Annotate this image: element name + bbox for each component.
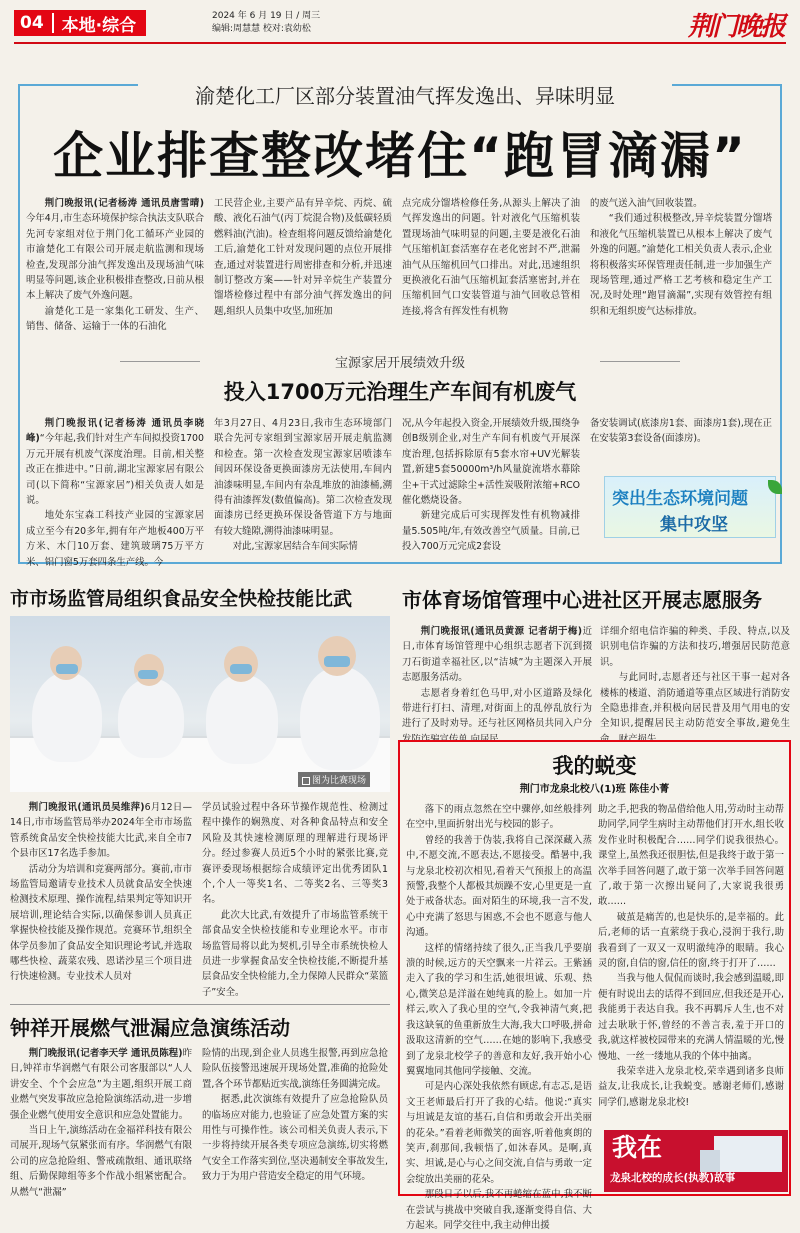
person-figure bbox=[300, 666, 380, 770]
person-figure bbox=[206, 674, 278, 764]
school-building bbox=[700, 1150, 720, 1172]
mask bbox=[56, 664, 78, 674]
school-building bbox=[714, 1136, 782, 1172]
drill-headline: 钟祥开展燃气泄漏应急演练活动 bbox=[10, 1016, 290, 1040]
person-figure bbox=[118, 678, 184, 758]
food-column-2: 学员试验过程中各环节操作规范性、检测过程中操作的娴熟度、对各种食品特点和安全风险及其快速检测原理的理解进行现场评分。经过参赛人员近5个小时的紧张比赛,竞赛评委现场根据综合成绩评定出优秀团队1个,个人一等奖1名、二等奖2名、三等奖3名。 此次大比武,有效提升了市场监管系统干部食品安全快检技能和专业理论水平。市市场监管局将以此为契机,引导全市系统快检人员进一步掌握食品安全快检技能,不断提升基层食品安全快检能力,全力保障人民群众“菜篮子”安全。 bbox=[202, 802, 388, 998]
lead-headline: 企业排查整改堵住“跑冒滴漏” bbox=[53, 127, 747, 185]
series-title: 我在 bbox=[612, 1133, 663, 1162]
divider bbox=[10, 1004, 390, 1005]
frame-top-right bbox=[672, 84, 782, 86]
page-section-label bbox=[14, 10, 146, 36]
mask bbox=[230, 664, 252, 674]
header-rule bbox=[14, 42, 786, 44]
volunteer-byline: 荆门晚报讯(通讯员黄源 记者胡于梅) bbox=[420, 626, 583, 637]
second-column-2: 年3月27日、4月23日,我市生态环境部门联合先河专家组到宝源家居开展走航监测和检查。第一次检查发现宝源家居喷漆车间因环保设备更换面漆房无法使用,车间内油漆味明显,车间内有杂乱堆放的油漆桶,溯得有油漆挥发(数值偏高)。第二次检查发现面漆房已经更换环保设备管道下方与地面有较大缝隙,溯得油漆味明显。 对此,宝源家居结合车间实际情 bbox=[214, 418, 392, 553]
person-head bbox=[50, 646, 82, 680]
lead-column-4: 的废气送入油气回收装置。 “我们通过积极整改,异辛烷装置分馏塔和液化气压缩机装置已从根本上解决了废气外逸的问题。”渝楚化工相关负责人表示,企业将积极落实环保管理责任制,进一步加强生产现场管理,通过严格工艺考核和稳定生产工况,及时处理“跑冒滴漏”,实现有效管控有组织和无组织废气达标排放。 bbox=[590, 198, 772, 317]
second-headline: 投入1700万元治理生产车间有机废气 bbox=[223, 380, 577, 404]
person-figure bbox=[32, 672, 102, 762]
section-name: 本地·综合 bbox=[61, 15, 137, 36]
lead-column-1: 荆门晚报讯(记者杨涛 通讯员唐雪晴)今年4月,市生态环境保护综合执法支队联合先河专家组对位于荆门化工循环产业园的市渝楚化工有限公司开展走航监测和现场检查,发现部分油气挥发逸出及现场油气味明显等问题,该企业积极排查整改,日前从根本上解决了废气外逸问题。 渝楚化工是一家集化工研发、生产、销售、储备、运输于一体的石油化 bbox=[26, 198, 204, 333]
frame-top-left bbox=[18, 84, 138, 86]
mask bbox=[138, 670, 158, 679]
second-column-1: 荆门晚报讯(记者杨涛 通讯员李晓峰)“今年起,我们针对生产车间拟投资1700万元开展有机废气深度治理。目前,相关整改正在推进中。”日前,湖北宝源家居有限公司(以下简称“宝源家居”)相关负责人如是说。 地处东宝森工科技产业园的宝源家居成立至今有20多年,拥有年产地板400万平方米、木门10万套、建筑玻璃75万平方米、铝门窗5万套四条生产线。今 bbox=[26, 418, 204, 568]
issue-date: 2024 年 6 月 19 日 / 周三 bbox=[212, 11, 321, 21]
contest-photo bbox=[10, 616, 390, 792]
series-subtitle: 龙泉北校的成长(执教)故事 bbox=[610, 1172, 736, 1184]
camera-icon bbox=[302, 777, 310, 785]
date-editor-info bbox=[212, 10, 320, 36]
divider bbox=[120, 361, 200, 362]
mask bbox=[324, 656, 350, 667]
lead-byline: 荆门晚报讯(记者杨涛 通讯员唐雪晴) bbox=[44, 198, 204, 209]
second-kicker: 宝源家居开展绩效升级 bbox=[334, 356, 465, 371]
lead-kicker: 渝楚化工厂区部分装置油气挥发逸出、异味明显 bbox=[195, 84, 615, 108]
drill-column-1: 荆门晚报讯(记者李天学 通讯员陈程)昨日,钟祥市华润燃气有限公司客服部以“人人讲安全、个个会应急”为主题,组织开展工商业燃气突发事故应急抢险演练活动,进一步增强企业燃气使用安全意识和应急处置能力。 当日上午,演练活动在金福祥科技有限公司展开,现场气氛紧张而有序。华润燃气有限公司的应急抢险组、警戒疏散组、通讯联络组、后勤保障组等多个作战小组紧密配合。从燃气“泄漏” bbox=[10, 1048, 192, 1198]
badge-line-2: 集中攻坚 bbox=[660, 515, 728, 535]
drill-byline: 荆门晚报讯(记者李天学 通讯员陈程) bbox=[28, 1048, 183, 1059]
food-byline: 荆门晚报讯(通讯员吴维萍) bbox=[28, 802, 145, 813]
divider bbox=[600, 361, 680, 362]
food-column-1: 荆门晚报讯(通讯员吴维萍)6月12日—14日,市市场监管局举办2024年全市市场监管系统食品安全快检技能大比武,来自全市7个县市区17名选手参加。 活动分为培训和竞赛两部分。赛前,市市场监管局邀请专业技术人员就食品安全快速检测技术原理、操作流程,结果判定等知识开展培训,理论结合实际,以确保参训人员真正掌握快检技能及操作规范。竞赛环节,组织全体学员参加了食品安全知识理论考试,并选取哪些快检、蔬菜农残、恩诺沙星三个项目进行快速检测。专业技术人员对 bbox=[10, 802, 192, 983]
newspaper-logo: 荆门晚报 bbox=[687, 12, 784, 42]
drill-column-2: 险情的出现,到企业人员逃生报警,再到应急抢险队伍接警迅速展开现场处置,准确的抢险处置,各个环节都贴近实战,演练任务圆满完成。 据悉,此次演练有效提升了应急抢险队员的临场应对能力,也验证了应急处置方案的实用性与可操作性。该公司相关负责人表示,下一步将持续开展各类专项应急演练,切实将燃气安全工作落实到位,坚决遏制安全事故发生,致力于为用户营造安全稳定的用气环境。 bbox=[202, 1048, 388, 1183]
essay-byline: 荆门市龙泉北校八(1)班 陈佳小菁 bbox=[519, 784, 670, 795]
volunteer-column-1: 荆门晚报讯(通讯员黄源 记者胡于梅)近日,市体育场馆管理中心组织志愿者下沉到掇刀石街道幸福社区,以“洁城”为主题深入开展志愿服务活动。 志愿者身着红色马甲,对小区道路及绿化带进行打扫、清理,对街面上的乱停乱放行为进行了及时劝导。还与社区网格员共同入户分 bbox=[402, 626, 592, 730]
volunteer-column-2: 详细介绍电信诈骗的种类、手段、特点,以及识别电信诈骗的方法和技巧,增强居民防范意识。 与此同时,志愿者还与社区干事一起对各楼栋的楼道、消防通道等重点区域进行消防安全隐患排查,并积极向居民普及用气用电的安全知识,提醒居民主动防范安全事故,避免生 bbox=[600, 626, 790, 730]
food-safety-headline: 市市场监管局组织食品安全快检技能比武 bbox=[10, 588, 353, 610]
editors: 编辑:周慧慧 校对:袁幼松 bbox=[212, 24, 311, 34]
essay-title: 我的蜕变 bbox=[552, 754, 637, 778]
volunteer-headline: 市体育场馆管理中心进社区开展志愿服务 bbox=[402, 588, 762, 612]
second-byline: 荆门晚报讯(记者杨涛 通讯员李晓峰) bbox=[26, 418, 204, 445]
lead-column-3: 点完成分馏塔检修任务,从源头上解决了油气挥发逸出的问题。针对液化气压缩机装置现场油气味明显的问题,主要是液化石油气压缩机缸套活塞存在老化密封不严,泄漏油气从压缩机回气口排出。对此,迅速组织更换液化石油气压缩机缸套活塞密封,并在压缩机回气口安装管道与油气回收总管相连接,将含有挥发性有机物 bbox=[402, 198, 580, 317]
page-number: 04 bbox=[20, 13, 54, 33]
essay-column-2: 助之手,把我的物品借给他人用,劳动时主动帮助同学,同学生病时主动帮他们打开水,组长收发作业时积极配合……同学们说我很热心。课堂上,虽然我还很胆怯,但是我终于敢于第一次举手回答问题了,敢于第一次举手回答问题了,敢于第一次擦出疑问了,大家说我很勇敢…… 破茧是痛苦的,也是快乐的,是幸福的。此后,老师的话一直萦绕于我心,浸润于我行,助我看到了一双又一双明澈纯净的眼睛。我心灵的窗,自信的窗,信任的窗,终于打开了…… 当我与他人侃侃而谈时,我会感到温暖,即便有时说出去的话得不到回应,但我还是开心,我能勇于表达自我。我不再羁斥人生,也不对过去耿耿于怀,曾经的不善言表,羞于开口的我,就这样被校园带来的充满人情温暖的光,慢慢地、一丝一缕地从我的个体中抽离。 我荣幸进入龙泉北校,荣幸遇到诸多良师益友,让我成长,让我蜕变。感谢老师们,感谢同学们,感谢龙泉北校! bbox=[598, 804, 784, 1108]
second-column-4: 备安装调试(底漆房1套、面漆房1套),现在正在安装第3套设备(面漆房)。 bbox=[590, 418, 772, 445]
photo-caption: 图为比赛现场 bbox=[298, 772, 370, 787]
badge-line-1: 突出生态环境问题 bbox=[612, 489, 748, 509]
second-column-3: 况,从今年起投入资金,开展绩效升级,围绕争创B级别企业,对生产车间有机废气开展深度治理,包括拆除原有5套水帘+UV光解装置,新建5套50000m³/h风量旋流塔水幕除尘+干式过滤除尘+活性炭吸附浓缩+RCO催化燃烧设备。 新建完成后可实现挥发性有机物减排量5.505吨/年,有效改善空气质量。目前,已投入700万元完成2套设 bbox=[402, 418, 580, 553]
essay-column-1: 落下的雨点忽然在空中骤停,如丝般排列在空中,里面折射出光与校园的影子。 曾经的我善于伪装,我将自己深深藏入蒸中,不愿交流,不愿表达,不愿接受。酷暑中,我与龙泉北校初次相见,看着天气预报上的高温预警,我整个人都极其烦躁不安,心里更是一直处于戒备状态。面对陌生的环境,我一言不发,心中充满了怒思与困惑,不会也不愿意与他人沟通。 这样的情绪持续了很久,正当我几乎要崩溃的时候,远方的天空飘来一片祥云。王紫涵走入了我的学习和生活,她很坦诚、乐观、热心,微笑总是洋溢在她纯真的脸上。如加一片样云,吹入了我心里的空气,令我神清气爽,把我这缺氧的鱼重新放生大海,我大口呼吸,拼命汲取这清新的空气……在她的影响下,我感受到了龙泉北校学子的善意和友好,我开始小心翼翼地同其他同学接触、交流。 可是内心深处我依然有顾虑,有志忑,是语文王老师最后打开了我的心结。他说:“真实与坦诚是友谊的基石,自信和勇敢会开出美丽的花朵。”看着老师微笑的面容,听着他爽朗的笑声,刹那间,我顿悟了,如沐春风。是啊,真实、坦诚,是心与心之间交流,自信与勇敢一定会绽放出美丽的花朵。 那段日子以后,我不再蜷缩在蓝中,我不断在尝试与挑战中突破自我,逐渐变得自信、大方起来。同学交往中,我主动伸出援 bbox=[406, 804, 592, 1231]
lead-column-2: 工民营企业,主要产品有异辛烷、丙烷、硫酸、液化石油气(丙丁烷混合物)及低碳轻质燃料油(汽油)。检查组将问题反馈给渝楚化工后,渝楚化工针对发现问题的点位开展排查,通过对装置进行周密排查和分析,并迅速制订整改方案——针对异辛烷生产装置分馏塔检修过程中有部分油气挥发逸出的问题,组织人员集中攻坚,加班加 bbox=[214, 198, 392, 317]
